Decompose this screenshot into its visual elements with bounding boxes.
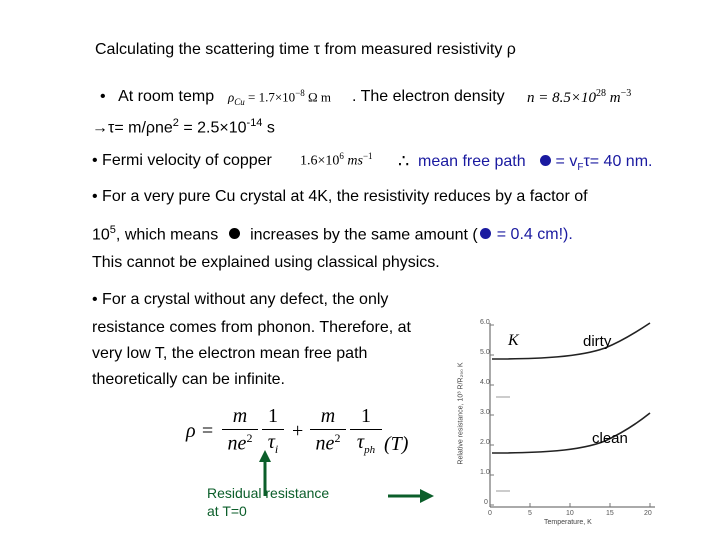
den-sub: ph	[364, 444, 376, 456]
room-temp-label: At room temp	[118, 88, 215, 105]
tau-square: 2	[172, 117, 179, 129]
fraction-bar	[222, 429, 258, 430]
para2-line-1: • For a crystal without any defect, the only	[92, 291, 389, 308]
classical-physics-line: This cannot be explained using classical physics.	[92, 254, 440, 271]
residual-line-1: Residual resistance	[207, 485, 330, 501]
denominator	[222, 431, 258, 456]
mfp-value-group	[478, 226, 573, 243]
y-tick-0: 6.0	[480, 319, 490, 326]
factor-mid-text: , which means	[115, 226, 219, 244]
fermi-velocity-unit-exponent: −1	[362, 151, 373, 161]
denominator	[310, 431, 346, 456]
den-text: τ	[267, 431, 275, 453]
n-exponent: 28	[596, 88, 606, 99]
equation-plus: +	[292, 420, 304, 442]
mean-free-path-value: τ= 40 nm.	[583, 153, 653, 170]
mean-free-path-icon	[540, 155, 551, 166]
residual-line-2: at T=0	[207, 503, 247, 519]
rho-cu-formula	[228, 88, 331, 107]
numerator: 1	[361, 405, 371, 427]
y-tick-6: 0	[484, 499, 488, 506]
denominator	[350, 431, 382, 456]
equation-lhs: ρ =	[186, 420, 215, 442]
fraction-bar	[350, 429, 382, 430]
electron-density-formula	[527, 88, 631, 107]
y-tick-4: 2.0	[480, 439, 490, 446]
pure-crystal-line-b	[92, 220, 573, 245]
rho-unit: Ω m	[308, 89, 332, 105]
y-tick-3: 3.0	[480, 409, 490, 416]
kelvin-label: K	[508, 332, 519, 349]
mean-free-path-icon	[480, 228, 491, 239]
mean-free-path-eq: = v	[555, 153, 578, 170]
tau-unit: s	[262, 119, 275, 137]
rho-symbol: ρ	[228, 89, 235, 105]
slide-title: Calculating the scattering time τ from measured resistivity ρ	[95, 41, 516, 58]
mean-free-path-icon	[229, 228, 240, 239]
mean-free-path-label: mean free path	[418, 153, 526, 170]
mfp-value: = 0.4 cm!).	[496, 226, 573, 244]
bullet: •	[100, 88, 106, 105]
fraction-m-ne2-a	[222, 405, 258, 456]
den-exp: 2	[246, 431, 253, 445]
fermi-velocity-label: • Fermi velocity of copper	[92, 152, 272, 169]
dirty-label: dirty	[583, 333, 612, 350]
tau-result-line	[92, 113, 275, 138]
den-exp: 2	[334, 431, 341, 445]
x-tick-4: 20	[644, 510, 652, 517]
graph-arrow	[386, 486, 436, 506]
x-tick-3: 15	[606, 510, 614, 517]
numerator: m	[232, 405, 248, 427]
pure-crystal-line-a: • For a very pure Cu crystal at 4K, the resistivity reduces by a factor of	[92, 188, 588, 205]
x-tick-0: 0	[488, 510, 492, 517]
para2-line-3: very low T, the electron mean free path	[92, 345, 368, 362]
tau-exponent: -14	[246, 117, 263, 129]
graph-svg	[457, 315, 660, 530]
fraction-bar	[262, 429, 284, 430]
fermi-velocity-unit: ms	[347, 153, 363, 169]
tau-value: = 2.5×10	[178, 119, 247, 137]
den-text: τ	[356, 431, 365, 453]
rho-value: = 1.7×10	[248, 89, 296, 105]
rho-exponent: −8	[295, 88, 305, 98]
fraction-bar	[310, 429, 346, 430]
den-text: ne	[315, 432, 335, 455]
n-unit-exponent: −3	[620, 88, 632, 99]
numerator: m	[320, 405, 336, 427]
therefore-symbol: ∴	[398, 151, 410, 171]
den-text: ne	[227, 432, 247, 455]
residual-resistance-label	[207, 484, 329, 520]
electron-density-label: . The electron density	[352, 88, 505, 105]
rho-subscript: Cu	[234, 96, 245, 107]
numerator: 1	[268, 405, 278, 427]
para2-line-2: resistance comes from phonon. Therefore, at	[92, 319, 411, 336]
y-tick-2: 4.0	[480, 379, 490, 386]
n-unit: m	[609, 90, 621, 106]
fraction-m-ne2-b	[310, 405, 346, 456]
tau-expression: →τ= m/ρne	[92, 119, 173, 137]
fermi-velocity-formula	[300, 151, 373, 170]
room-temp-line	[100, 87, 214, 107]
y-axis-label: Relative resistance, 10³ R/R₂₉₀ K	[457, 362, 465, 465]
factor-base: 10	[92, 226, 110, 244]
x-tick-2: 10	[566, 510, 574, 517]
fermi-velocity-value: 1.6×10	[300, 153, 340, 169]
factor-exponent: 5	[109, 224, 116, 236]
y-tick-5: 1.0	[480, 469, 490, 476]
den-sub: i	[274, 442, 279, 456]
n-value: n = 8.5×10	[527, 90, 596, 106]
x-axis-label: Temperature, K	[544, 519, 592, 526]
increase-text: increases by the same amount (	[250, 226, 478, 244]
fermi-velocity-exponent: 6	[339, 151, 344, 161]
fermi-subscript: F	[577, 162, 584, 174]
resistance-vs-temperature-graph	[457, 315, 660, 530]
equation-arg: (T)	[384, 433, 409, 455]
y-tick-1: 5.0	[480, 349, 490, 356]
x-tick-1: 5	[528, 510, 532, 517]
fraction-1-tau-ph	[350, 405, 382, 456]
mean-free-path-line	[418, 152, 652, 178]
para2-line-4: theoretically can be infinite.	[92, 371, 285, 388]
clean-label: clean	[592, 430, 628, 447]
